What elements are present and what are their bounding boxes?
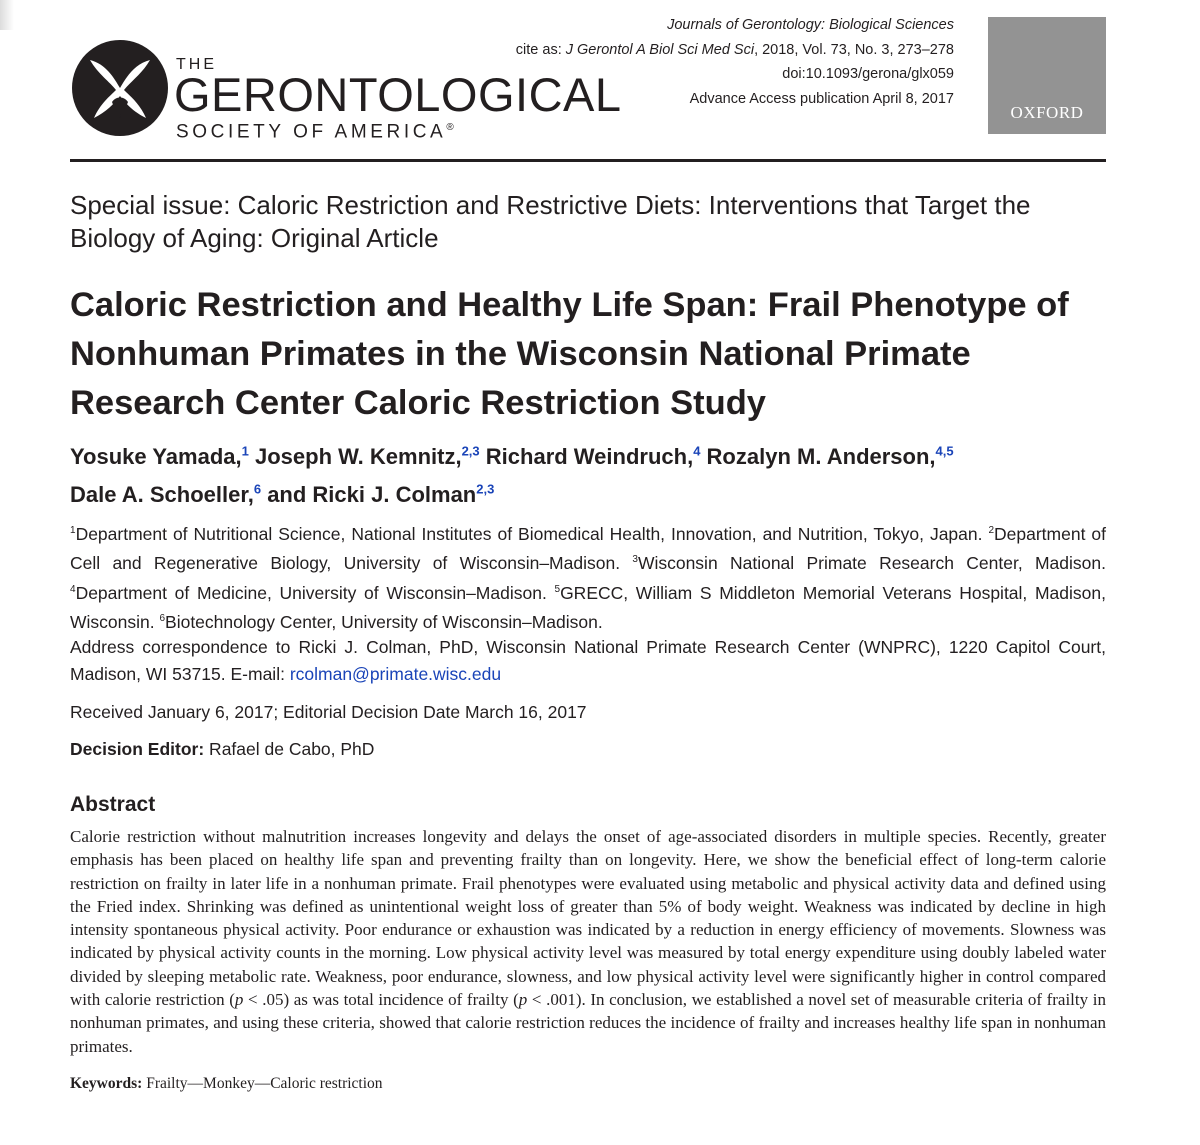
journal-name: Journals of Gerontology: Biological Sciences bbox=[667, 17, 954, 33]
oxford-logo: OXFORD bbox=[988, 17, 1106, 134]
author: Joseph W. Kemnitz,$^{2,3}$ bbox=[254, 444, 480, 470]
decision-editor: Decision Editor: Rafael de Cabo, PhD bbox=[70, 739, 375, 759]
advance-access: Advance Access publication April 8, 2017 bbox=[689, 90, 954, 107]
page-header bbox=[70, 0, 1106, 165]
correspondence: Address correspondence to Ricki J. Colman, PhD, Wisconsin National Primate Research Center (WNPRC), 1220 Capitol Court, Madison, WI 53715. E-mail: rcolman@primate.wisc.edu bbox=[70, 637, 1106, 684]
author: and Ricki J. Colman$^{2,3}$ bbox=[267, 481, 495, 507]
author: Yosuke Yamada,$^1$ bbox=[70, 444, 249, 470]
author: Dale A. Schoeller,$^6$ bbox=[70, 481, 262, 507]
email-link[interactable]: rcolman@primate.wisc.edu bbox=[289, 663, 502, 684]
author-list bbox=[70, 436, 1110, 511]
author-affiliation-link[interactable]: 1 bbox=[241, 444, 249, 459]
gsa-hourglass-logo-icon bbox=[70, 38, 170, 138]
citation: cite as: J Gerontol A Biol Sci Med Sci, 2018, Vol. 73, No. 3, 273–278 bbox=[515, 41, 954, 58]
gsa-name: GERONTOLOGICAL bbox=[174, 68, 622, 121]
author-affiliation-link[interactable]: 4 bbox=[693, 444, 701, 459]
author: Richard Weindruch,$^4$ bbox=[485, 444, 701, 470]
affiliations: $^1$Department of Nutritional Science, National Institutes of Biomedical Health, Innovation, and Nutrition, Tokyo, Japan. $^2$Department of Cell and Regenerative Biology, University of Wisconsin–Madison. $^3$Wisconsin National Primate Research Center, Madison. $^4$Department of Medicine, University of Wisconsin–Madison. $^5$GRECC, William S Middleton Memorial Veterans Hospital, Madison, Wisconsin. $^6$Biotechnology Center, University of Wisconsin–Madison. bbox=[70, 523, 1107, 632]
keywords: Keywords: Frailty—Monkey—Caloric restriction bbox=[70, 1075, 383, 1092]
received-dates: Received January 6, 2017; Editorial Decision Date March 16, 2017 bbox=[70, 702, 587, 722]
author-affiliation-link[interactable]: 2,3 bbox=[461, 444, 480, 459]
page-corner-shadow bbox=[0, 0, 14, 30]
abstract-heading: Abstract bbox=[70, 793, 156, 816]
special-issue-label: Special issue: Caloric Restriction and Restrictive Diets: Interventions that Target the Biology of Aging: Original Article bbox=[70, 190, 1031, 253]
abstract-body: Calorie restriction without malnutrition increases longevity and delays the onset of age-associated disorders in multiple species. Recently, greater emphasis has been placed on healthy life span and preventing frailty than on longevity. Here, we show the beneficial effect of long-term calorie restriction on frailty in later life in a nonhuman primate. Frail phenotypes were evaluated using metabolic and physical activity data and defined using the Fried index. Shrinking was defined as unintentional weight loss of greater than 5% of body weight. Weakness was indicated by decline in high intensity spontaneous physical activity. Poor endurance or exhaustion was indicated by a reduction in energy efficiency of movements. Slowness was indicated by physical activity counts in the morning. Low physical activity level was measured by total energy expenditure using doubly labeled water divided by sleeping metabolic rate. Weakness, poor endurance, slowness, and low physical activity level were significantly higher in control compared with calorie restriction (p < .05) as was total incidence of frailty (p < .001). In conclusion, we established a novel set of measurable criteria of frailty in nonhuman primates, and using these criteria, showed that calorie restriction reduces the incidence of frailty and increases healthy life span in nonhuman primates. bbox=[70, 827, 1106, 1056]
article-title: Caloric Restriction and Healthy Life Span: Frail Phenotype of Nonhuman Primates in the Wisconsin National Primate Research Center Caloric Restriction Study bbox=[70, 286, 1069, 422]
gsa-the: THE bbox=[176, 56, 217, 73]
header-divider bbox=[70, 159, 1106, 162]
author-affiliation-link[interactable]: 2,3 bbox=[476, 481, 495, 497]
doi: doi:10.1093/gerona/glx059 bbox=[782, 66, 954, 82]
author-affiliation-link[interactable]: 6 bbox=[253, 481, 262, 497]
gsa-subtitle: SOCIETY OF AMERICA® bbox=[176, 121, 454, 143]
author: Rozalyn M. Anderson,$^{4,5}$ bbox=[706, 444, 954, 470]
journal-info bbox=[516, 13, 954, 111]
author-affiliation-link[interactable]: 4,5 bbox=[935, 444, 954, 459]
